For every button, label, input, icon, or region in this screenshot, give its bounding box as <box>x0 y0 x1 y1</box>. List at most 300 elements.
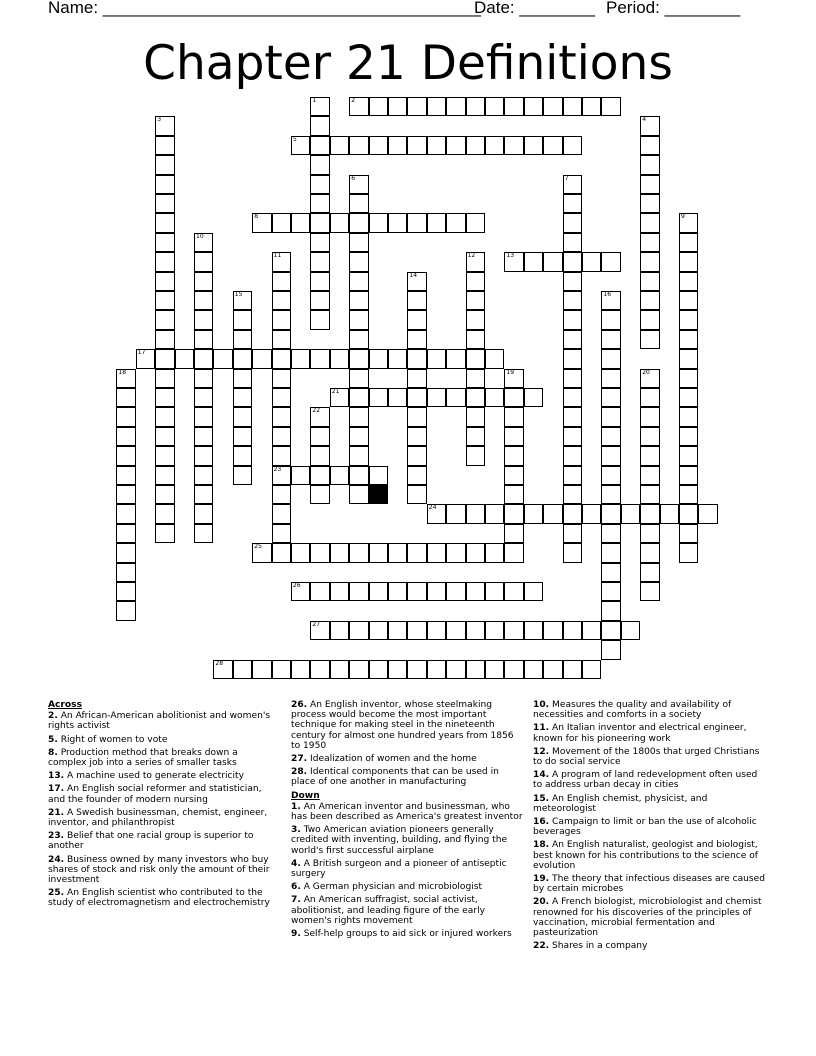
grid-cell[interactable] <box>330 466 349 485</box>
grid-cell[interactable] <box>466 252 485 271</box>
grid-cell[interactable] <box>369 349 388 368</box>
grid-cell[interactable] <box>640 466 659 485</box>
grid-cell[interactable] <box>504 446 523 465</box>
grid-cell[interactable] <box>155 349 174 368</box>
grid-cell[interactable] <box>407 466 426 485</box>
grid-cell[interactable] <box>543 136 562 155</box>
grid-cell[interactable] <box>310 252 329 271</box>
grid-cell[interactable] <box>233 310 252 329</box>
grid-cell[interactable] <box>485 97 504 116</box>
grid-cell[interactable] <box>349 213 368 232</box>
grid-cell[interactable] <box>310 194 329 213</box>
grid-cell[interactable] <box>563 504 582 523</box>
grid-cell[interactable] <box>563 213 582 232</box>
grid-cell[interactable] <box>155 446 174 465</box>
grid-cell[interactable] <box>446 213 465 232</box>
grid-cell[interactable] <box>640 369 659 388</box>
grid-cell[interactable] <box>349 291 368 310</box>
grid-cell[interactable] <box>601 466 620 485</box>
grid-cell[interactable] <box>155 427 174 446</box>
grid-cell[interactable] <box>349 194 368 213</box>
grid-cell[interactable] <box>485 543 504 562</box>
grid-cell[interactable] <box>272 272 291 291</box>
grid-cell[interactable] <box>116 466 135 485</box>
grid-cell[interactable] <box>407 310 426 329</box>
grid-cell[interactable] <box>194 388 213 407</box>
grid-cell[interactable] <box>233 466 252 485</box>
grid-cell[interactable] <box>446 388 465 407</box>
grid-cell[interactable] <box>310 621 329 640</box>
grid-cell[interactable] <box>194 466 213 485</box>
grid-cell[interactable] <box>155 213 174 232</box>
grid-cell[interactable] <box>640 330 659 349</box>
grid-cell[interactable] <box>621 504 640 523</box>
grid-cell[interactable] <box>679 543 698 562</box>
grid-cell[interactable] <box>601 330 620 349</box>
grid-cell[interactable] <box>407 485 426 504</box>
grid-cell[interactable] <box>349 252 368 271</box>
grid-cell[interactable] <box>194 446 213 465</box>
grid-cell[interactable] <box>466 272 485 291</box>
grid-cell[interactable] <box>582 252 601 271</box>
grid-cell[interactable] <box>272 213 291 232</box>
grid-cell[interactable] <box>466 310 485 329</box>
grid-cell[interactable] <box>116 582 135 601</box>
grid-cell[interactable] <box>155 524 174 543</box>
grid-cell[interactable] <box>563 136 582 155</box>
grid-cell[interactable] <box>116 446 135 465</box>
grid-cell[interactable] <box>252 349 271 368</box>
grid-cell[interactable] <box>330 621 349 640</box>
grid-cell[interactable] <box>349 330 368 349</box>
grid-cell[interactable] <box>582 504 601 523</box>
grid-cell[interactable] <box>310 349 329 368</box>
grid-cell[interactable] <box>563 194 582 213</box>
grid-cell[interactable] <box>310 233 329 252</box>
grid-cell[interactable] <box>194 349 213 368</box>
grid-cell[interactable] <box>640 407 659 426</box>
grid-cell[interactable] <box>601 446 620 465</box>
grid-cell[interactable] <box>563 407 582 426</box>
grid-cell[interactable] <box>272 504 291 523</box>
grid-cell[interactable] <box>349 136 368 155</box>
grid-cell[interactable] <box>427 621 446 640</box>
grid-cell[interactable] <box>563 427 582 446</box>
grid-cell[interactable] <box>601 640 620 659</box>
grid-cell[interactable] <box>407 407 426 426</box>
grid-cell[interactable] <box>369 582 388 601</box>
grid-cell[interactable] <box>504 136 523 155</box>
grid-cell[interactable] <box>504 427 523 446</box>
grid-cell[interactable] <box>116 388 135 407</box>
grid-cell[interactable] <box>116 369 135 388</box>
grid-cell[interactable] <box>175 349 194 368</box>
grid-cell[interactable] <box>407 291 426 310</box>
grid-cell[interactable] <box>427 388 446 407</box>
grid-cell[interactable] <box>272 524 291 543</box>
grid-cell[interactable] <box>485 582 504 601</box>
grid-cell[interactable] <box>582 660 601 679</box>
grid-cell[interactable] <box>504 621 523 640</box>
grid-cell[interactable] <box>582 621 601 640</box>
grid-cell[interactable] <box>116 504 135 523</box>
grid-cell[interactable] <box>310 97 329 116</box>
grid-cell[interactable] <box>524 97 543 116</box>
grid-cell[interactable] <box>563 330 582 349</box>
grid-cell[interactable] <box>233 330 252 349</box>
grid-cell[interactable] <box>679 310 698 329</box>
grid-cell[interactable] <box>601 310 620 329</box>
grid-cell[interactable] <box>466 446 485 465</box>
grid-cell[interactable] <box>349 349 368 368</box>
grid-cell[interactable] <box>446 504 465 523</box>
grid-cell[interactable] <box>349 407 368 426</box>
grid-cell[interactable] <box>563 233 582 252</box>
grid-cell[interactable] <box>640 543 659 562</box>
grid-cell[interactable] <box>524 504 543 523</box>
grid-cell[interactable] <box>427 582 446 601</box>
grid-cell[interactable] <box>407 97 426 116</box>
grid-cell[interactable] <box>233 349 252 368</box>
grid-cell[interactable] <box>446 97 465 116</box>
grid-cell[interactable] <box>310 136 329 155</box>
grid-cell[interactable] <box>582 97 601 116</box>
grid-cell[interactable] <box>640 504 659 523</box>
grid-cell[interactable] <box>330 660 349 679</box>
grid-cell[interactable] <box>272 369 291 388</box>
grid-cell[interactable] <box>407 349 426 368</box>
grid-cell[interactable] <box>640 213 659 232</box>
grid-cell[interactable] <box>310 310 329 329</box>
grid-cell[interactable] <box>601 524 620 543</box>
grid-cell[interactable] <box>116 485 135 504</box>
grid-cell[interactable] <box>155 466 174 485</box>
grid-cell[interactable] <box>272 543 291 562</box>
grid-cell[interactable] <box>698 504 717 523</box>
grid-cell[interactable] <box>388 621 407 640</box>
grid-cell[interactable] <box>330 136 349 155</box>
grid-cell[interactable] <box>155 504 174 523</box>
grid-cell[interactable] <box>504 582 523 601</box>
grid-cell[interactable] <box>601 582 620 601</box>
grid-cell[interactable] <box>563 543 582 562</box>
grid-cell[interactable] <box>679 272 698 291</box>
grid-cell[interactable] <box>388 388 407 407</box>
grid-cell[interactable] <box>155 407 174 426</box>
grid-cell[interactable] <box>485 349 504 368</box>
grid-cell[interactable] <box>427 349 446 368</box>
grid-cell[interactable] <box>543 504 562 523</box>
grid-cell[interactable] <box>194 504 213 523</box>
grid-cell[interactable] <box>504 252 523 271</box>
grid-cell[interactable] <box>504 369 523 388</box>
grid-cell[interactable] <box>194 330 213 349</box>
grid-cell[interactable] <box>504 485 523 504</box>
grid-cell[interactable] <box>349 427 368 446</box>
grid-cell[interactable] <box>310 407 329 426</box>
grid-cell[interactable] <box>349 446 368 465</box>
grid-cell[interactable] <box>291 543 310 562</box>
grid-cell[interactable] <box>369 466 388 485</box>
grid-cell[interactable] <box>194 407 213 426</box>
grid-cell[interactable] <box>155 136 174 155</box>
grid-cell[interactable] <box>679 291 698 310</box>
grid-cell[interactable] <box>679 407 698 426</box>
grid-cell[interactable] <box>524 621 543 640</box>
grid-cell[interactable] <box>388 543 407 562</box>
grid-cell[interactable] <box>155 233 174 252</box>
grid-cell[interactable] <box>369 136 388 155</box>
grid-cell[interactable] <box>640 563 659 582</box>
grid-cell[interactable] <box>679 466 698 485</box>
grid-cell[interactable] <box>446 621 465 640</box>
grid-cell[interactable] <box>427 97 446 116</box>
grid-cell[interactable] <box>155 369 174 388</box>
grid-cell[interactable] <box>155 175 174 194</box>
grid-cell[interactable] <box>446 136 465 155</box>
grid-cell[interactable] <box>601 97 620 116</box>
grid-cell[interactable] <box>349 485 368 504</box>
grid-cell[interactable] <box>466 543 485 562</box>
grid-cell[interactable] <box>640 233 659 252</box>
grid-cell[interactable] <box>330 388 349 407</box>
grid-cell[interactable] <box>504 466 523 485</box>
grid-cell[interactable] <box>233 369 252 388</box>
grid-cell[interactable] <box>407 388 426 407</box>
grid-cell[interactable] <box>466 349 485 368</box>
grid-cell[interactable] <box>272 310 291 329</box>
grid-cell[interactable] <box>155 194 174 213</box>
grid-cell[interactable] <box>310 272 329 291</box>
grid-cell[interactable] <box>310 175 329 194</box>
grid-cell[interactable] <box>466 427 485 446</box>
grid-cell[interactable] <box>310 116 329 135</box>
grid-cell[interactable] <box>640 272 659 291</box>
grid-cell[interactable] <box>563 524 582 543</box>
grid-cell[interactable] <box>601 563 620 582</box>
grid-cell[interactable] <box>388 213 407 232</box>
grid-cell[interactable] <box>640 291 659 310</box>
grid-cell[interactable] <box>136 349 155 368</box>
grid-cell[interactable] <box>349 660 368 679</box>
grid-cell[interactable] <box>407 621 426 640</box>
grid-cell[interactable] <box>504 543 523 562</box>
grid-cell[interactable] <box>349 233 368 252</box>
grid-cell[interactable] <box>349 621 368 640</box>
grid-cell[interactable] <box>407 582 426 601</box>
grid-cell[interactable] <box>466 330 485 349</box>
grid-cell[interactable] <box>349 97 368 116</box>
grid-cell[interactable] <box>330 582 349 601</box>
grid-cell[interactable] <box>679 213 698 232</box>
grid-cell[interactable] <box>116 543 135 562</box>
grid-cell[interactable] <box>194 427 213 446</box>
grid-cell[interactable] <box>349 543 368 562</box>
grid-cell[interactable] <box>563 369 582 388</box>
grid-cell[interactable] <box>504 504 523 523</box>
grid-cell[interactable] <box>194 310 213 329</box>
grid-cell[interactable] <box>640 116 659 135</box>
grid-cell[interactable] <box>155 252 174 271</box>
grid-cell[interactable] <box>194 272 213 291</box>
grid-cell[interactable] <box>272 388 291 407</box>
grid-cell[interactable] <box>466 136 485 155</box>
grid-cell[interactable] <box>640 175 659 194</box>
grid-cell[interactable] <box>679 524 698 543</box>
grid-cell[interactable] <box>563 175 582 194</box>
grid-cell[interactable] <box>194 524 213 543</box>
grid-cell[interactable] <box>194 369 213 388</box>
grid-cell[interactable] <box>427 543 446 562</box>
grid-cell[interactable] <box>407 213 426 232</box>
grid-cell[interactable] <box>524 582 543 601</box>
grid-cell[interactable] <box>272 349 291 368</box>
grid-cell[interactable] <box>504 407 523 426</box>
period-field[interactable]: Period: ________ <box>606 0 741 17</box>
grid-cell[interactable] <box>310 213 329 232</box>
grid-cell[interactable] <box>563 466 582 485</box>
grid-cell[interactable] <box>466 504 485 523</box>
grid-cell[interactable] <box>310 155 329 174</box>
grid-cell[interactable] <box>330 349 349 368</box>
grid-cell[interactable] <box>349 582 368 601</box>
grid-cell[interactable] <box>233 660 252 679</box>
grid-cell[interactable] <box>272 330 291 349</box>
grid-cell[interactable] <box>601 504 620 523</box>
grid-cell[interactable] <box>291 660 310 679</box>
grid-cell[interactable] <box>388 349 407 368</box>
grid-cell[interactable] <box>679 233 698 252</box>
grid-cell[interactable] <box>233 446 252 465</box>
grid-cell[interactable] <box>349 388 368 407</box>
grid-cell[interactable] <box>679 388 698 407</box>
grid-cell[interactable] <box>116 427 135 446</box>
grid-cell[interactable] <box>233 291 252 310</box>
grid-cell[interactable] <box>504 388 523 407</box>
grid-cell[interactable] <box>504 660 523 679</box>
grid-cell[interactable] <box>640 485 659 504</box>
grid-cell[interactable] <box>466 291 485 310</box>
grid-cell[interactable] <box>330 543 349 562</box>
grid-cell[interactable] <box>563 349 582 368</box>
grid-cell[interactable] <box>310 582 329 601</box>
grid-cell[interactable] <box>310 485 329 504</box>
grid-cell[interactable] <box>601 621 620 640</box>
grid-cell[interactable] <box>349 466 368 485</box>
grid-cell[interactable] <box>194 252 213 271</box>
grid-cell[interactable] <box>543 97 562 116</box>
grid-cell[interactable] <box>640 194 659 213</box>
grid-cell[interactable] <box>524 388 543 407</box>
grid-cell[interactable] <box>601 252 620 271</box>
grid-cell[interactable] <box>349 310 368 329</box>
grid-cell[interactable] <box>272 466 291 485</box>
grid-cell[interactable] <box>524 136 543 155</box>
grid-cell[interactable] <box>563 97 582 116</box>
grid-cell[interactable] <box>233 388 252 407</box>
grid-cell[interactable] <box>466 621 485 640</box>
grid-cell[interactable] <box>369 621 388 640</box>
grid-cell[interactable] <box>563 291 582 310</box>
grid-cell[interactable] <box>213 349 232 368</box>
grid-cell[interactable] <box>407 330 426 349</box>
grid-cell[interactable] <box>679 252 698 271</box>
grid-cell[interactable] <box>349 369 368 388</box>
grid-cell[interactable] <box>349 272 368 291</box>
grid-cell[interactable] <box>369 660 388 679</box>
grid-cell[interactable] <box>679 369 698 388</box>
grid-cell[interactable] <box>407 272 426 291</box>
grid-cell[interactable] <box>466 407 485 426</box>
grid-cell[interactable] <box>213 660 232 679</box>
grid-cell[interactable] <box>116 563 135 582</box>
grid-cell[interactable] <box>155 388 174 407</box>
grid-cell[interactable] <box>310 427 329 446</box>
grid-cell[interactable] <box>601 291 620 310</box>
grid-cell[interactable] <box>194 233 213 252</box>
grid-cell[interactable] <box>563 660 582 679</box>
grid-cell[interactable] <box>601 369 620 388</box>
grid-cell[interactable] <box>485 621 504 640</box>
grid-cell[interactable] <box>272 252 291 271</box>
grid-cell[interactable] <box>543 621 562 640</box>
grid-cell[interactable] <box>116 601 135 620</box>
grid-cell[interactable] <box>563 252 582 271</box>
grid-cell[interactable] <box>407 660 426 679</box>
grid-cell[interactable] <box>679 427 698 446</box>
grid-cell[interactable] <box>291 466 310 485</box>
grid-cell[interactable] <box>640 136 659 155</box>
grid-cell[interactable] <box>116 407 135 426</box>
grid-cell[interactable] <box>407 543 426 562</box>
grid-cell[interactable] <box>485 136 504 155</box>
grid-cell[interactable] <box>524 660 543 679</box>
grid-cell[interactable] <box>310 466 329 485</box>
grid-cell[interactable] <box>369 388 388 407</box>
grid-cell[interactable] <box>640 388 659 407</box>
grid-cell[interactable] <box>504 97 523 116</box>
grid-cell[interactable] <box>601 427 620 446</box>
grid-cell[interactable] <box>679 349 698 368</box>
grid-cell[interactable] <box>543 660 562 679</box>
grid-cell[interactable] <box>640 582 659 601</box>
grid-cell[interactable] <box>524 252 543 271</box>
grid-cell[interactable] <box>407 427 426 446</box>
grid-cell[interactable] <box>679 330 698 349</box>
grid-cell[interactable] <box>252 660 271 679</box>
grid-cell[interactable] <box>272 291 291 310</box>
grid-cell[interactable] <box>310 291 329 310</box>
grid-cell[interactable] <box>291 136 310 155</box>
grid-cell[interactable] <box>601 349 620 368</box>
grid-cell[interactable] <box>543 252 562 271</box>
grid-cell[interactable] <box>291 349 310 368</box>
grid-cell[interactable] <box>388 136 407 155</box>
grid-cell[interactable] <box>349 175 368 194</box>
grid-cell[interactable] <box>427 504 446 523</box>
grid-cell[interactable] <box>272 407 291 426</box>
grid-cell[interactable] <box>640 310 659 329</box>
grid-cell[interactable] <box>601 601 620 620</box>
grid-cell[interactable] <box>407 446 426 465</box>
grid-cell[interactable] <box>369 97 388 116</box>
grid-cell[interactable] <box>679 504 698 523</box>
grid-cell[interactable] <box>310 543 329 562</box>
grid-cell[interactable] <box>621 621 640 640</box>
grid-cell[interactable] <box>466 582 485 601</box>
grid-cell[interactable] <box>601 543 620 562</box>
grid-cell[interactable] <box>679 446 698 465</box>
